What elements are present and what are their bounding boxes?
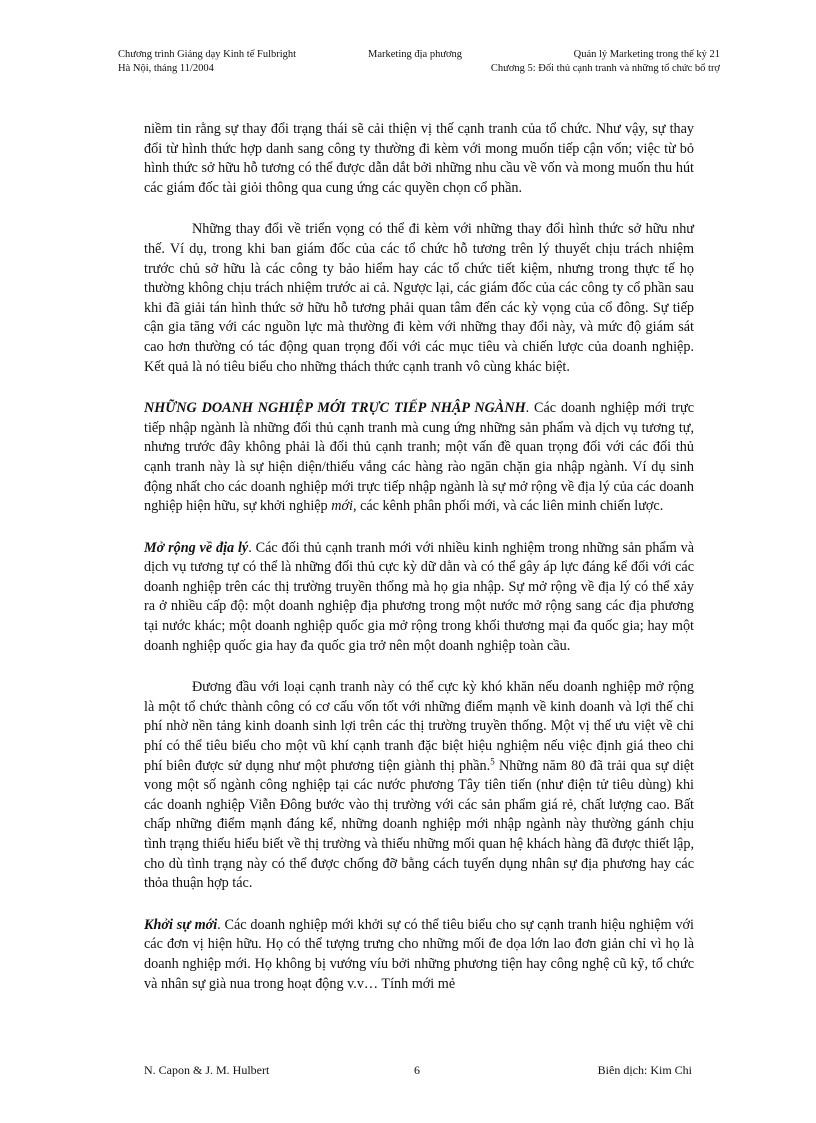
page-body [144, 120, 694, 994]
header-book-title: Quản lý Marketing trong thế kỷ 21 [573, 49, 720, 60]
paragraph-4 [144, 539, 694, 657]
header-course: Marketing địa phương [368, 49, 463, 60]
section-heading-start-ups: Khởi sự mới [144, 916, 218, 933]
page-number: 6 [414, 1063, 420, 1077]
page-footer [144, 1062, 692, 1078]
paragraph-6-text: . Các doanh nghiệp mới khởi sự có thể tiêu biểu cho sự cạnh tranh hiệu nghiệm với các đơn vị hiện hữu. Họ có thể tượng trưng cho những mối đe dọa lớn lao đơn giản chỉ vì họ là doanh nghiệp mới. Họ không bị vướng víu bởi những phương tiện hay công nghệ cũ kỹ, tổ chức và nhân sự già nua trong hoạt động v.v… Tính mới mẻ [144, 916, 694, 992]
page-header [118, 48, 720, 76]
footer-translator: Biên dịch: Kim Chi [597, 1063, 692, 1077]
header-row-2 [118, 62, 720, 76]
paragraph-2: Những thay đổi về triển vọng có thể đi kèm với những thay đổi hình thức sở hữu như thế. Ví dụ, trong khi ban giám đốc của các tổ chức hỗ tương trên lý thuyết chịu trách nhiệm trước chủ sở hữu là các công ty bảo hiểm hay các tổ chức tiết kiệm, nhưng trong thực tế họ thường không chịu trách nhiệm trước ai cả. Ngược lại, các giám đốc của các công ty cổ phần sau khi đã giải tán hình thức sở hữu hỗ tương phải quan tâm đến các kỳ vọng của cổ đông. Sự tiếp cận gia tăng với các nguồn lực mà thường đi kèm với những thay đổi này, và mức độ giám sát cao hơn thường có tác động quan trọng đối với các mục tiêu và chiến lược của doanh nghiệp. Kết quả là nó tiêu biểu cho những thách thức cạnh tranh vô cùng khác biệt. [144, 221, 694, 375]
paragraph-3-italic: mới, [331, 498, 357, 515]
header-program: Chương trình Giảng dạy Kinh tế Fulbright [118, 49, 297, 60]
footer-authors: N. Capon & J. M. Hulbert [144, 1063, 270, 1077]
header-row-1 [118, 48, 720, 62]
header-chapter: Chương 5: Đối thủ cạnh tranh và những tổ chức bổ trợ [490, 63, 720, 74]
paragraph-3 [144, 399, 694, 517]
footnote-reference: 5 [490, 755, 495, 766]
paragraph-3-text-a: . Các doanh nghiệp mới trực tiếp nhập ngành là những đối thủ cạnh tranh mà cung ứng những sản phẩm và dịch vụ tương tự, nhưng trước đây không phải là đối thủ cạnh tranh; một vấn đề quan trọng đối với các đối thủ cạnh tranh này là sự hiện diện/thiếu vắng các hàng rào ngăn chặn gia nhập ngành. Ví dụ sinh động nhất cho các doanh nghiệp mới trực tiếp nhập ngành là sự mở rộng về địa lý của các doanh nghiệp hiện hữu, sự khởi nghiệp [144, 400, 694, 515]
paragraph-5 [144, 678, 694, 894]
section-heading-new-entrants: NHỮNG DOANH NGHIỆP MỚI TRỰC TIẾP NHẬP NGÀNH [144, 400, 526, 417]
header-date: Hà Nội, tháng 11/2004 [118, 63, 214, 74]
paragraph-4-text: . Các đối thủ cạnh tranh mới với nhiều kinh nghiệm trong những sản phẩm và dịch vụ tương tự có thể là những đối thủ cực kỳ dữ dằn và có thể gây áp lực đáng kể đối với các doanh nghiệp trên các thị trường truyền thống mà họ gia nhập. Sự mở rộng về địa lý có thể xảy ra ở nhiều cấp độ: một doanh nghiệp địa phương trong một nước mở rộng sang các địa phương tại nước khác; một doanh nghiệp quốc gia mở rộng trong khối thương mại đa quốc gia; hay một doanh nghiệp quốc gia hay đa quốc gia trở nên một doanh nghiệp toàn cầu. [144, 539, 694, 654]
paragraph-5-text-a: Đương đầu với loại cạnh tranh này có thể cực kỳ khó khăn nếu doanh nghiệp mở rộng là một tổ chức thành công có cơ cấu vốn tốt với những điểm mạnh về kinh doanh và lợi thế chi phí nhờ nền tảng kinh doanh sinh lợi trên các thị trường truyền thống. Một vị thế ưu việt về chi phí có thể tiêu biểu cho một vũ khí cạnh tranh đặc biệt hiệu nghiệm nếu việc định giá theo chi phí biên được sử dụng như một phương tiện giành thị phần. [144, 679, 694, 774]
section-heading-geographic-expansion: Mở rộng về địa lý [144, 539, 249, 556]
paragraph-1: niềm tin rằng sự thay đổi trạng thái sẽ cải thiện vị thế cạnh tranh của tổ chức. Như vậy, sự thay đổi từ hình thức hợp danh sang công ty thường đi kèm với mong muốn tiếp cận vốn; việc từ bỏ hình thức sở hữu hỗ tương có thể được dẫn dắt bởi những nhu cầu về vốn và mong muốn thu hút các giám đốc tài giỏi thông qua cung ứng các quyền chọn cổ phần. [144, 121, 694, 196]
paragraph-6 [144, 916, 694, 994]
paragraph-3-text-b: các kênh phân phối mới, và các liên minh chiến lược. [356, 498, 664, 515]
paragraph-5-text-b: Những năm 80 đã trải qua sự diệt vong một số ngành công nghiệp tại các nước phương Tây tiên tiến (như điện tử tiêu dùng) khi các doanh nghiệp Viễn Đông bước vào thị trường với các sản phẩm giá rẻ, chất lượng cao. Bất chấp những điểm mạnh đáng kể, những doanh nghiệp mới nhập ngành này thường gánh chịu tình trạng thiếu hiểu biết về thị trường và thiếu những mối quan hệ khách hàng đã được thiết lập, cho dù tình trạng này có thể được chống đỡ bằng cách tuyển dụng nhân sự địa phương hay các thỏa thuận hợp tác. [144, 757, 694, 892]
